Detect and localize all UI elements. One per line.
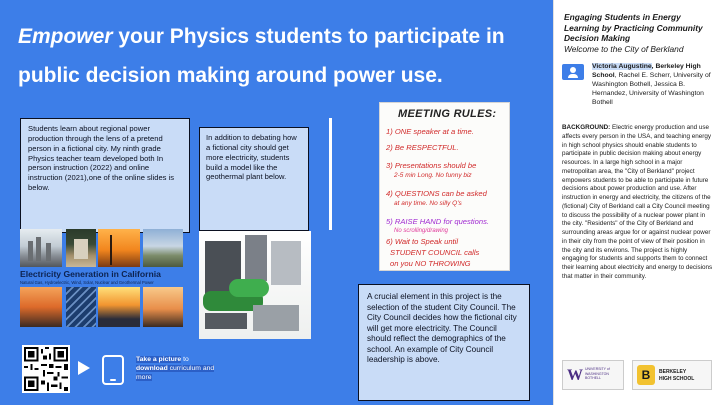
meeting-rule: 2-5 min Long. No funny biz [394,172,472,179]
wind-turbine-photo [98,229,140,267]
image-sources: Natural Gas, Hydroelectric, Wind, Solar, Nuclear and Geothermal Power [20,280,154,285]
image-caption: Electricity Generation in California [20,269,161,279]
intro-text-box: Students learn about regional power production through the lens of a pretend person in a fictional city. My ninth grade Physics teacher team developed both In person instruction (2022) and online instruction (2021),one of the online slides is below. [20,118,190,233]
nuclear-plant-photo [98,287,140,327]
hydroelectric-dam-photo [66,229,96,267]
abstract-label: BACKGROUND: [562,124,611,131]
meeting-rule: STUDENT COUNCIL calls [390,248,480,257]
title-line1-rest: your Physics students to participate in [112,25,505,48]
sidebar-subtitle: Welcome to the City of Berkland [564,44,684,54]
meeting-rule: 6) Wait to Speak until [386,237,459,246]
phone-icon [102,355,124,385]
lead-author: Victoria Augustine [592,63,652,70]
title-emphasis: Empower [18,25,113,48]
power-lines-photo [143,287,183,327]
meeting-rule: 4) QUESTIONS can be asked [386,189,487,198]
qr-code-icon[interactable] [22,345,70,393]
berkeley-high-logo: B BERKELEY HIGH SCHOOL [632,360,712,390]
cooling-tower-photo [20,287,62,327]
model-text-box: In addition to debating how a fictional city should get more electricity, students build a model like the geothermal plant below. [199,127,309,231]
meeting-rule: 5) RAISE HAND for questions. [386,217,489,226]
meeting-rule: No scrolling/drawing [394,228,449,234]
meeting-rule: 3) Presentations should be [386,161,477,170]
city-council-text-box: A crucial element in this project is the selection of the student City Council. The City Council decides how the fictional city will get more electricity. The Council should reflect the demographics of the school. An example of City Council leadership is above. [358,284,530,401]
download-call-to-action[interactable]: Take a picture to download curriculum and more [136,356,215,382]
meeting-rules-photo [379,102,510,271]
meeting-rule: 2) Be RESPECTFUL. [386,143,459,152]
uw-bothell-logo: W UNIVERSITY of WASHINGTON BOTHELL [562,360,624,390]
meeting-rule: on you NO THROWING [390,259,471,268]
author-list: Victoria Augustine, Berkeley High School, Rachel E. Scherr, University of Washington Bothell, Jessica B. Hernandez, University of Washington Bothell [592,63,711,107]
poster-title-line1 [18,25,505,49]
user-avatar-icon [562,64,584,80]
meeting-rules-title: MEETING RULES: [398,108,497,120]
geothermal-plant-photo [143,229,183,267]
meeting-rule: at any time. No silly Q's [394,200,462,207]
poster-title-line2: public decision making around power use. [18,64,443,87]
solar-panel-photo [66,287,96,327]
arrow-right-icon [78,361,90,375]
geothermal-model-photo [199,231,311,339]
power-plant-photo [20,229,62,267]
abstract-text: BACKGROUND: Electric energy production and use affects every person in the USA, and teaching energy in high school physics should enable students to participate in public decision making about energy resources. In a large high school in a major metropolitan area, the "City of Berkland" project empowers students to be able to participate in future decisions about power production and use. After instruction in energy and electricity, the citizens of the (fictional) City of Berkland call a City Council meeting to discuss the possibility of a nuclear power plant in the city. "Residents" of the City of Berkland and surrounding areas argue for or against nuclear power in their city from the point of view of their position in the city and its environs. The project is highly engaging for students and supports them to connect their learning about electricity and energy to decisions that matter in their community. [562,124,713,280]
column-divider [329,118,332,230]
meeting-rule: 1) ONE speaker at a time. [386,127,474,136]
sidebar-title: Engaging Students in Energy Learning by Practicing Community Decision Making [564,12,703,43]
